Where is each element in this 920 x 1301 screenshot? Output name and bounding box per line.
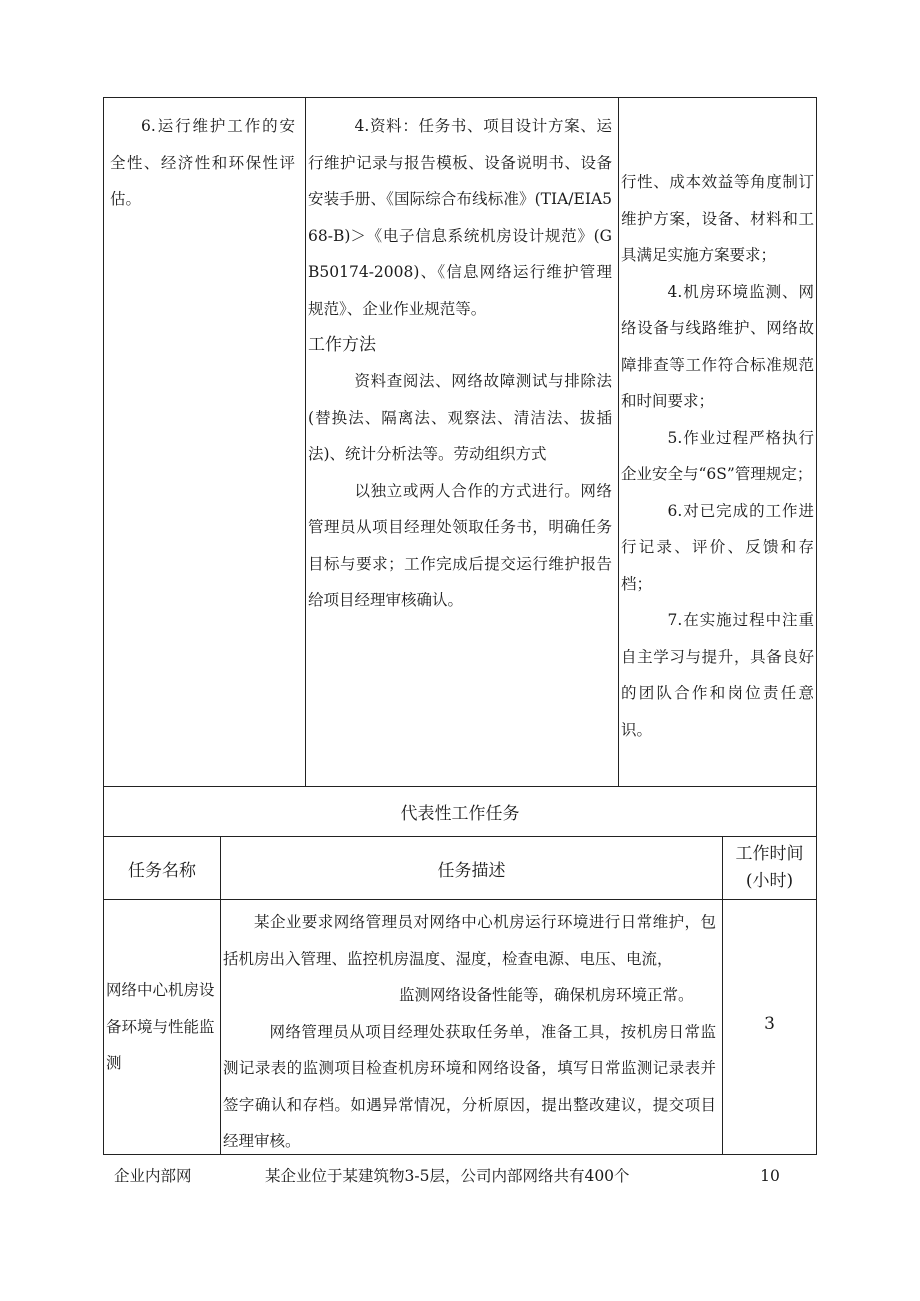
- requirement-item-7: 7.在实施过程中注重自主学习与提升，具备良好的团队合作和岗位责任意识。: [621, 611, 814, 739]
- header-description: 任务描述: [437, 860, 506, 881]
- row2-name-cell: [114, 1158, 224, 1192]
- work-method-heading: 工作方法: [308, 335, 376, 355]
- materials-text: 4.资料：任务书、项目设计方案、运行维护记录与报告模板、设备说明书、设备安装手册、《国际综合布线标准》(TIA/EIA568-B)＞《电子信息系统机房设计规范》(GB50174-2008)、《信息网络运行维护管理规范》、企业作业规范等。: [308, 117, 612, 318]
- row2-desc-1: 某企业位于某建筑物3-5层，公司内部网络共有400个: [265, 1167, 630, 1185]
- header-description-cell: [221, 836, 723, 899]
- header-task-name-cell: [103, 836, 221, 899]
- evaluation-text: 6.运行维护工作的安全性、经济性和环保性评估。: [110, 117, 295, 208]
- row1-hours: 3: [764, 1014, 775, 1034]
- row1-desc-3: 网络管理员从项目经理处获取任务单，准备工具，按机房日常监测记录表的监测项目检查机房环境和网络设备，填写日常监测记录表并签字确认和存档。如遇异常情况，分析原因，提出整改建议，提交项目经理审核。: [223, 1022, 716, 1150]
- row2-task-name: 企业内部网: [114, 1167, 192, 1185]
- row1-desc-1: 某企业要求网络管理员对网络中心机房运行环境进行日常维护，包括机房出入管理、监控机房温度、湿度，检查电源、电压、电流，: [223, 913, 716, 968]
- row2-description-cell: [265, 1158, 705, 1192]
- requirement-text-3: 行性、成本效益等角度制订维护方案，设备、材料和工具满足实施方案要求；: [621, 173, 814, 264]
- top-col-2: [306, 97, 619, 786]
- requirement-item-5: 5.作业过程严格执行企业安全与“6S”管理规定；: [621, 428, 814, 483]
- top-col-1: [103, 97, 306, 786]
- work-method-text: 资料查阅法、网络故障测试与排除法(替换法、隔离法、观察法、清洁法、拔插法)、统计分析法等。劳动组织方式: [308, 372, 612, 463]
- header-task-name: 任务名称: [128, 860, 196, 881]
- task-table-title-cell: [103, 786, 817, 836]
- row1-task-name: 网络中心机房设备环境与性能监测: [106, 981, 215, 1073]
- row1-hours-cell: [723, 899, 817, 1155]
- header-hours-cell: [723, 836, 817, 899]
- row2-hours: 10: [760, 1167, 780, 1185]
- header-hours: 工作时间(小时): [735, 844, 804, 891]
- row1-name-cell: [103, 899, 221, 1155]
- task-table-title: 代表性工作任务: [400, 804, 520, 824]
- requirement-item-6: 6.对已完成的工作进行记录、评价、反馈和存档；: [621, 501, 814, 593]
- row2-hours-cell: [745, 1158, 795, 1192]
- row1-description-cell: [221, 899, 723, 1155]
- row1-desc-2: 监测网络设备性能等，确保机房环境正常。: [399, 986, 694, 1004]
- requirement-item-4: 4.机房环境监测、网络设备与线路维护、网络故障排查等工作符合标准规范和时间要求；: [621, 282, 814, 410]
- top-col-3: [619, 97, 817, 786]
- labor-organization-text: 以独立或两人合作的方式进行。网络管理员从项目经理处领取任务书，明确任务目标与要求；工作完成后提交运行维护报告给项目经理审核确认。: [308, 481, 612, 609]
